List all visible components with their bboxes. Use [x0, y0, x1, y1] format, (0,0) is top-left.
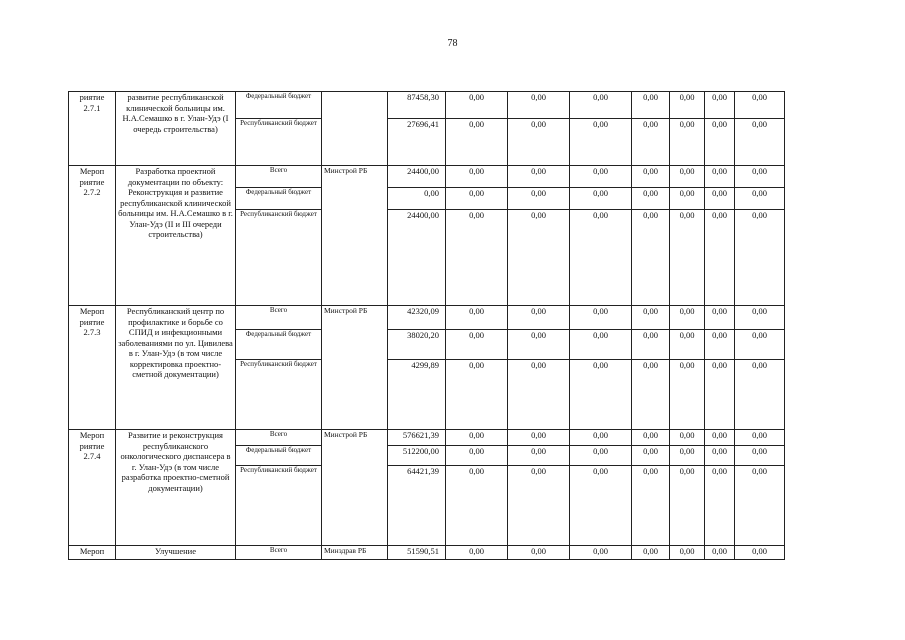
- year-amount: 0,00: [735, 92, 785, 119]
- total-amount: 87458,30: [388, 92, 446, 119]
- executor: [322, 92, 388, 166]
- year-amount: 0,00: [705, 306, 735, 330]
- year-amount: 0,00: [570, 430, 632, 446]
- funding-source: Федеральный бюджет: [236, 446, 322, 466]
- year-amount: 0,00: [632, 360, 670, 430]
- table-row: [69, 92, 785, 119]
- funding-source: Республиканский бюджет: [236, 360, 322, 430]
- funding-source: Всего: [236, 306, 322, 330]
- year-amount: 0,00: [508, 92, 570, 119]
- year-amount: 0,00: [670, 546, 705, 560]
- total-amount: 24400,00: [388, 166, 446, 188]
- year-amount: 0,00: [705, 166, 735, 188]
- year-amount: 0,00: [670, 119, 705, 166]
- table-body: [69, 92, 785, 560]
- year-amount: 0,00: [508, 306, 570, 330]
- year-amount: 0,00: [632, 330, 670, 360]
- executor: Минздрав РБ: [322, 546, 388, 560]
- year-amount: 0,00: [570, 92, 632, 119]
- measure-description: Республиканский центр по профилактике и борьбе со СПИД и инфекционными заболеваниями по ул. Цивилева в г. Улан-Удэ (в том числе корректировка проектно-сметной документации): [116, 306, 236, 430]
- budget-table: [68, 91, 785, 560]
- year-amount: 0,00: [446, 466, 508, 546]
- year-amount: 0,00: [632, 430, 670, 446]
- year-amount: 0,00: [508, 360, 570, 430]
- year-amount: 0,00: [705, 330, 735, 360]
- funding-source: Республиканский бюджет: [236, 119, 322, 166]
- measure-code: Мероп: [69, 546, 116, 560]
- year-amount: 0,00: [446, 446, 508, 466]
- total-amount: 512200,00: [388, 446, 446, 466]
- year-amount: 0,00: [508, 330, 570, 360]
- year-amount: 0,00: [632, 306, 670, 330]
- total-amount: 4299,89: [388, 360, 446, 430]
- funding-source: Всего: [236, 430, 322, 446]
- total-amount: 64421,39: [388, 466, 446, 546]
- year-amount: 0,00: [570, 546, 632, 560]
- measure-code: риятие 2.7.1: [69, 92, 116, 166]
- year-amount: 0,00: [508, 466, 570, 546]
- page-number: 78: [447, 38, 458, 49]
- year-amount: 0,00: [508, 188, 570, 210]
- year-amount: 0,00: [508, 430, 570, 446]
- measure-description: Разработка проектной документации по объекту: Реконструкция и развитие республиканской клинической больницы им. Н.А.Семашко в г. Улан-Удэ (II и III очереди строительства): [116, 166, 236, 306]
- year-amount: 0,00: [632, 166, 670, 188]
- year-amount: 0,00: [735, 119, 785, 166]
- year-amount: 0,00: [705, 188, 735, 210]
- year-amount: 0,00: [508, 546, 570, 560]
- year-amount: 0,00: [705, 446, 735, 466]
- year-amount: 0,00: [570, 119, 632, 166]
- year-amount: 0,00: [705, 466, 735, 546]
- year-amount: 0,00: [670, 188, 705, 210]
- year-amount: 0,00: [446, 188, 508, 210]
- year-amount: 0,00: [735, 546, 785, 560]
- funding-source: Федеральный бюджет: [236, 92, 322, 119]
- year-amount: 0,00: [508, 166, 570, 188]
- year-amount: 0,00: [446, 166, 508, 188]
- year-amount: 0,00: [570, 360, 632, 430]
- year-amount: 0,00: [632, 446, 670, 466]
- executor: Минстрой РБ: [322, 306, 388, 430]
- year-amount: 0,00: [632, 119, 670, 166]
- year-amount: 0,00: [670, 466, 705, 546]
- funding-source: Федеральный бюджет: [236, 330, 322, 360]
- year-amount: 0,00: [632, 546, 670, 560]
- year-amount: 0,00: [705, 360, 735, 430]
- year-amount: 0,00: [446, 306, 508, 330]
- year-amount: 0,00: [508, 446, 570, 466]
- total-amount: 24400,00: [388, 210, 446, 306]
- year-amount: 0,00: [735, 306, 785, 330]
- total-amount: 27696,41: [388, 119, 446, 166]
- year-amount: 0,00: [670, 210, 705, 306]
- table-row: [69, 430, 785, 446]
- year-amount: 0,00: [446, 92, 508, 119]
- year-amount: 0,00: [570, 188, 632, 210]
- total-amount: 38020,20: [388, 330, 446, 360]
- year-amount: 0,00: [570, 466, 632, 546]
- year-amount: 0,00: [508, 119, 570, 166]
- year-amount: 0,00: [735, 430, 785, 446]
- year-amount: 0,00: [446, 119, 508, 166]
- table-row: [69, 306, 785, 330]
- year-amount: 0,00: [670, 360, 705, 430]
- year-amount: 0,00: [632, 466, 670, 546]
- year-amount: 0,00: [446, 546, 508, 560]
- year-amount: 0,00: [705, 92, 735, 119]
- funding-source: Всего: [236, 166, 322, 188]
- year-amount: 0,00: [632, 188, 670, 210]
- year-amount: 0,00: [570, 446, 632, 466]
- year-amount: 0,00: [705, 546, 735, 560]
- total-amount: 0,00: [388, 188, 446, 210]
- funding-source: Всего: [236, 546, 322, 560]
- year-amount: 0,00: [632, 92, 670, 119]
- year-amount: 0,00: [570, 330, 632, 360]
- year-amount: 0,00: [735, 166, 785, 188]
- year-amount: 0,00: [735, 210, 785, 306]
- year-amount: 0,00: [735, 360, 785, 430]
- year-amount: 0,00: [446, 430, 508, 446]
- measure-description: Улучшение: [116, 546, 236, 560]
- year-amount: 0,00: [705, 430, 735, 446]
- year-amount: 0,00: [670, 166, 705, 188]
- year-amount: 0,00: [632, 210, 670, 306]
- year-amount: 0,00: [670, 430, 705, 446]
- year-amount: 0,00: [670, 306, 705, 330]
- year-amount: 0,00: [735, 466, 785, 546]
- executor: Минстрой РБ: [322, 166, 388, 306]
- measure-description: развитие республиканской клинической больницы им. Н.А.Семашко в г. Улан-Удэ (I очередь строительства): [116, 92, 236, 166]
- year-amount: 0,00: [670, 446, 705, 466]
- table-row: [69, 166, 785, 188]
- year-amount: 0,00: [446, 210, 508, 306]
- year-amount: 0,00: [735, 188, 785, 210]
- year-amount: 0,00: [670, 92, 705, 119]
- total-amount: 51590,51: [388, 546, 446, 560]
- year-amount: 0,00: [446, 360, 508, 430]
- year-amount: 0,00: [570, 306, 632, 330]
- funding-source: Федеральный бюджет: [236, 188, 322, 210]
- total-amount: 42320,09: [388, 306, 446, 330]
- year-amount: 0,00: [570, 210, 632, 306]
- year-amount: 0,00: [735, 330, 785, 360]
- measure-code: Мероп риятие 2.7.2: [69, 166, 116, 306]
- measure-description: Развитие и реконструкция республиканского онкологического диспансера в г. Улан-Удэ (в том числе разработка проектно-сметной документации): [116, 430, 236, 546]
- year-amount: 0,00: [446, 330, 508, 360]
- year-amount: 0,00: [670, 330, 705, 360]
- measure-code: Мероп риятие 2.7.3: [69, 306, 116, 430]
- executor: Минстрой РБ: [322, 430, 388, 546]
- funding-source: Республиканский бюджет: [236, 466, 322, 546]
- measure-code: Мероп риятие 2.7.4: [69, 430, 116, 546]
- year-amount: 0,00: [705, 119, 735, 166]
- year-amount: 0,00: [735, 446, 785, 466]
- funding-source: Республиканский бюджет: [236, 210, 322, 306]
- total-amount: 576621,39: [388, 430, 446, 446]
- table-row: [69, 546, 785, 560]
- year-amount: 0,00: [570, 166, 632, 188]
- year-amount: 0,00: [705, 210, 735, 306]
- year-amount: 0,00: [508, 210, 570, 306]
